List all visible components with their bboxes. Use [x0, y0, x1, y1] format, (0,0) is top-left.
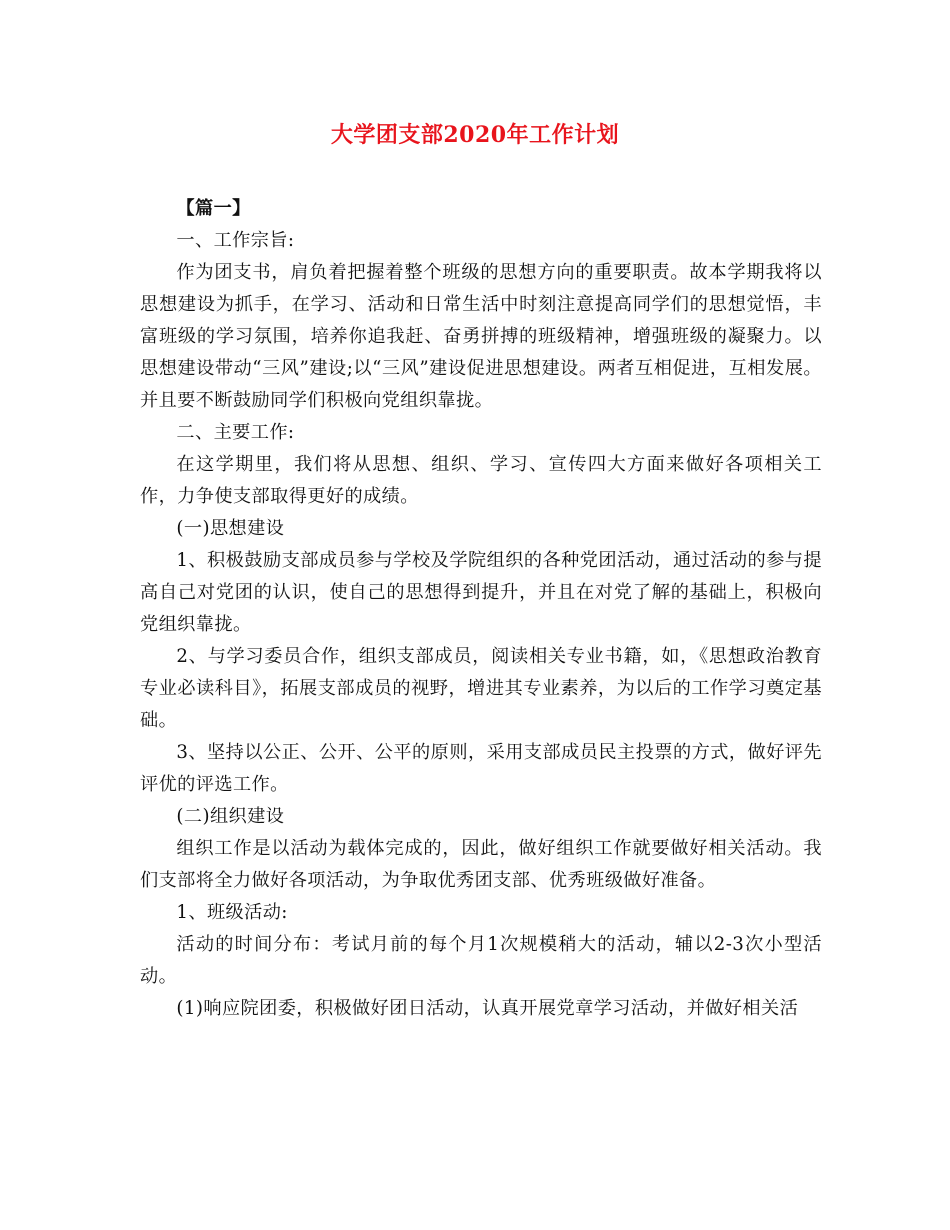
subsection-heading: (一)思想建设 [176, 518, 285, 539]
section-heading: 二、主要工作: [176, 422, 295, 443]
paragraph: 组织工作是以活动为载体完成的，因此，做好组织工作就要做好相关活动。我们支部将全力做好各项活动，为争取优秀团支部、优秀班级做好准备。 [140, 838, 822, 891]
paragraph: (1)响应院团委，积极做好团日活动，认真开展党章学习活动，并做好相关活 [176, 998, 799, 1019]
paragraph: 活动的时间分布：考试月前的每个月1次规模稍大的活动，辅以2-3次小型活动。 [140, 934, 822, 987]
section-marker: 【篇一】 [176, 198, 251, 219]
paragraph: 1、积极鼓励支部成员参与学校及学院组织的各种党团活动，通过活动的参与提高自己对党团的认识，使自己的思想得到提升，并且在对党了解的基础上，积极向党组织靠拢。 [140, 550, 822, 635]
paragraph: 作为团支书，肩负着把握着整个班级的思想方向的重要职责。故本学期我将以思想建设为抓手，在学习、活动和日常生活中时刻注意提高同学们的思想觉悟，丰富班级的学习氛围，培养你追我赶、奋勇拼搏的班级精神，增强班级的凝聚力。以思想建设带动“三风”建设;以“三风”建设促进思想建设。两者互相促进，互相发展。并且要不断鼓励同学们积极向党组织靠拢。 [140, 262, 822, 411]
item-heading: 1、班级活动: [176, 902, 288, 923]
section-heading: 一、工作宗旨: [176, 230, 295, 251]
subsection-heading: (二)组织建设 [176, 806, 285, 827]
document-title: 大学团支部2020年工作计划 [330, 122, 620, 148]
paragraph: 2、与学习委员合作，组织支部成员，阅读相关专业书籍，如，《思想政治教育专业必读科目》，拓展支部成员的视野，增进其专业素养，为以后的工作学习奠定基础。 [140, 646, 822, 731]
paragraph: 3、坚持以公正、公开、公平的原则，采用支部成员民主投票的方式，做好评先评优的评选工作。 [140, 742, 822, 795]
paragraph: 在这学期里，我们将从思想、组织、学习、宣传四大方面来做好各项相关工作，力争使支部取得更好的成绩。 [140, 454, 822, 507]
document-body [140, 193, 822, 1025]
